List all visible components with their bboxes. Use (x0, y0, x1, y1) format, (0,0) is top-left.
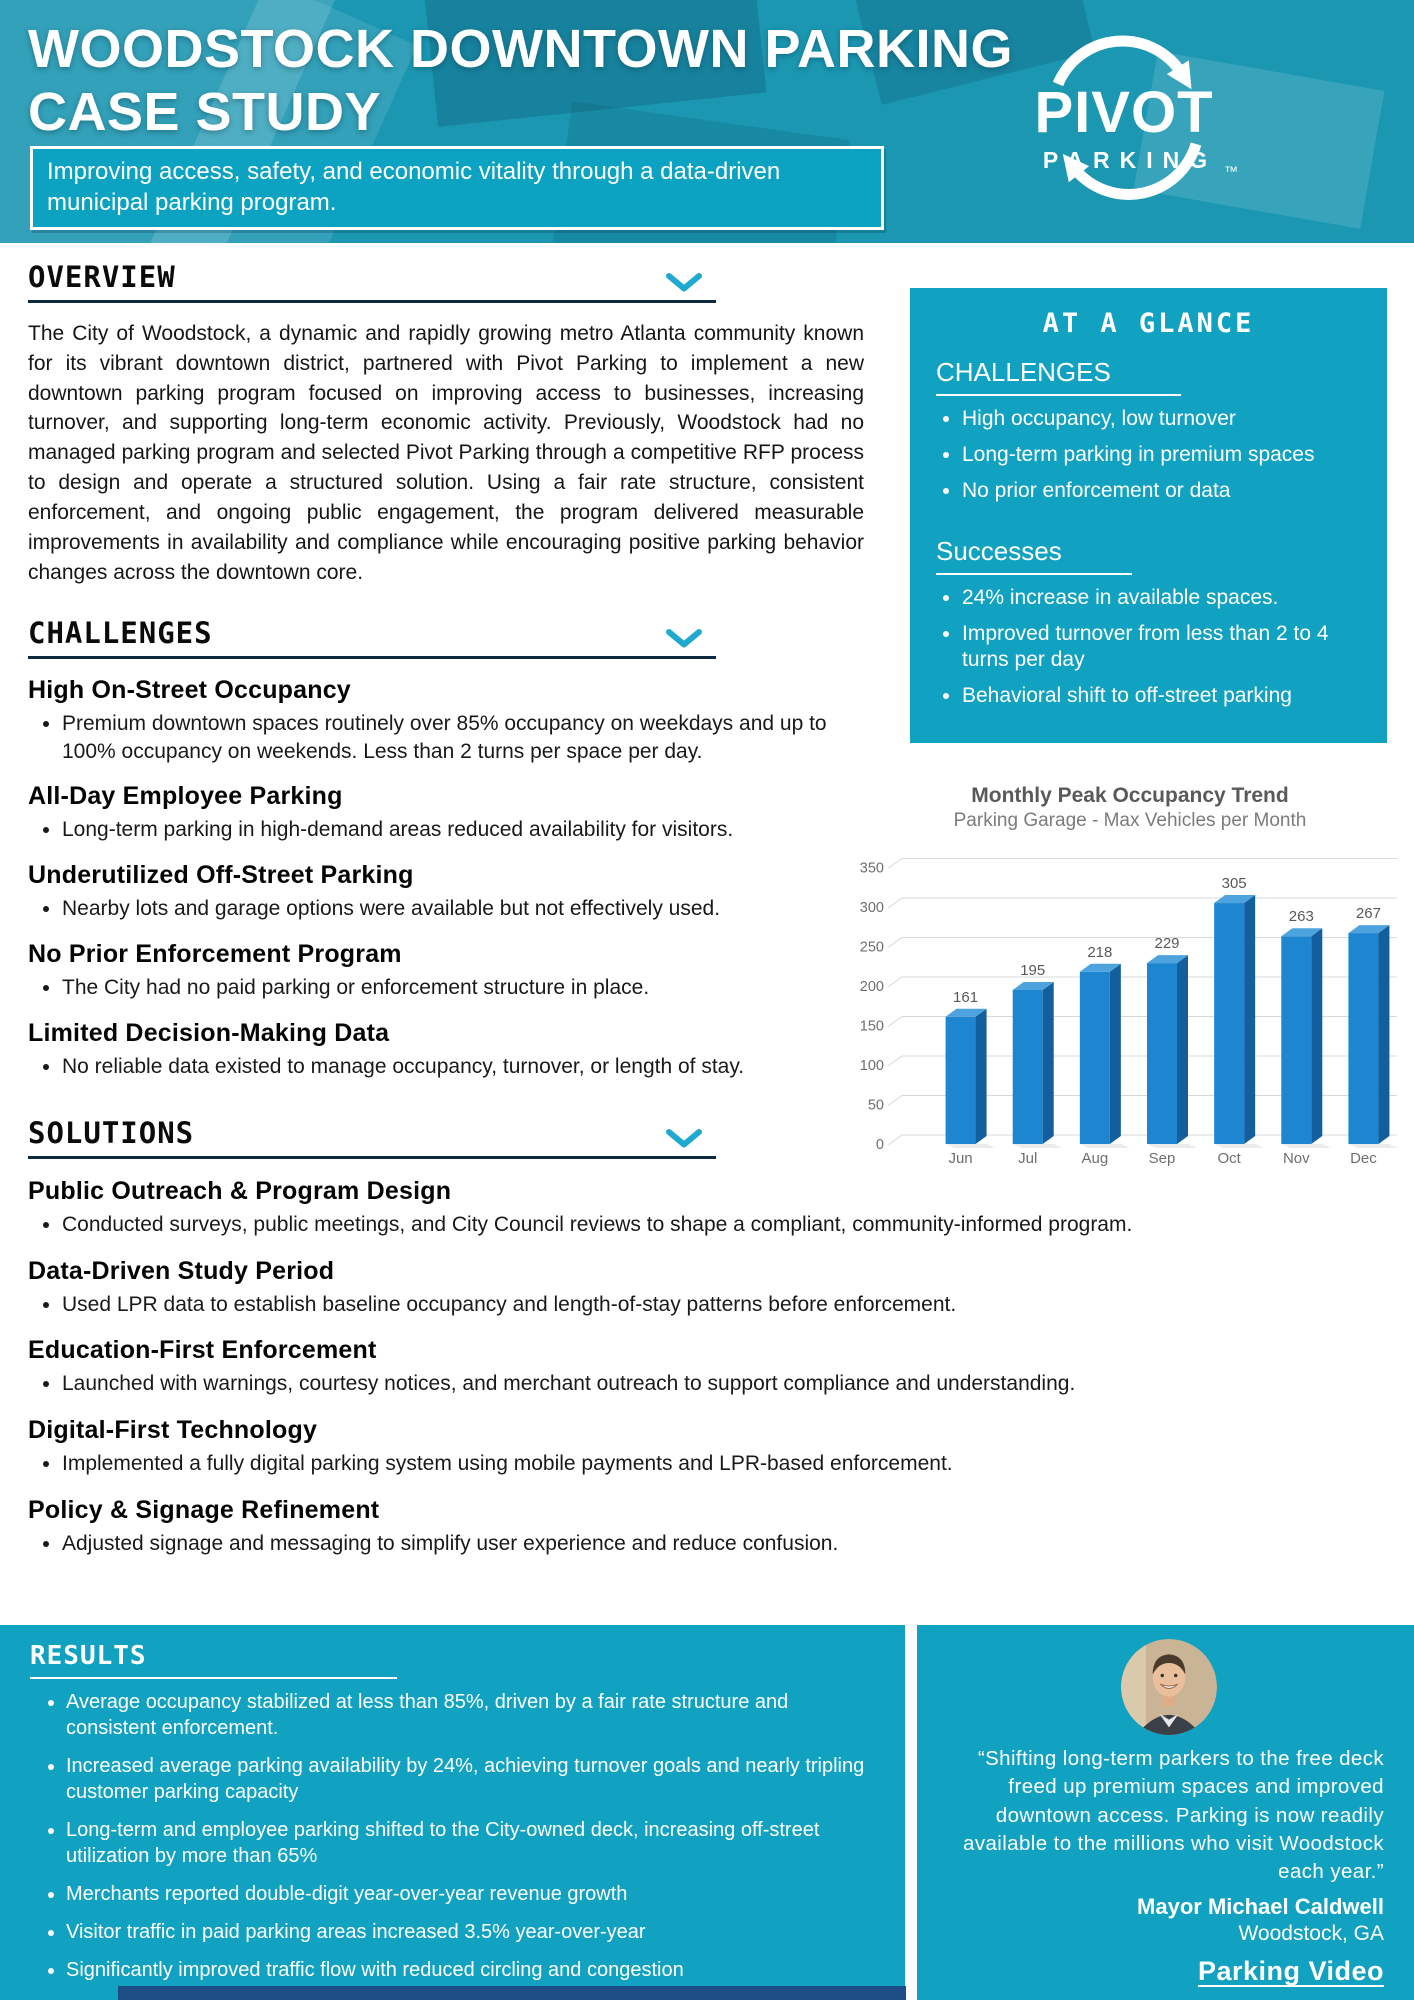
svg-text:250: 250 (859, 939, 884, 956)
results-heading-row (30, 1641, 397, 1679)
results-band (0, 1625, 1414, 2000)
challenge-title: Limited Decision-Making Data (28, 1018, 390, 1047)
page-title (28, 18, 1013, 143)
list-item: • Significantly improved traffic flow with reduced circling and congestion (66, 1957, 865, 1983)
testimonial-quote: “Shifting long-term parkers to the free deck freed up premium spaces and improved downtown access. Parking is now readily available to the millions who visit Woodstock each year.” (963, 1747, 1384, 1884)
chart-subtitle: Parking Garage - Max Vehicles per Month (953, 810, 1307, 831)
list-item: • 24% increase in available spaces. (962, 585, 1361, 612)
solution-item (28, 1177, 1398, 1239)
challenge-item (28, 940, 868, 1002)
solution-item (28, 1416, 1398, 1478)
header-banner (0, 0, 1414, 243)
challenge-bullet: • Long-term parking in high-demand areas reduced availability for visitors. (62, 816, 868, 844)
svg-text:Nov: Nov (1282, 1150, 1310, 1167)
list-item: • Average occupancy stabilized at less than 85%, driven by a fair rate structure and consistent enforcement. (66, 1689, 865, 1741)
svg-text:100: 100 (859, 1058, 884, 1074)
solution-item (28, 1257, 1398, 1319)
solutions-section (28, 1116, 1398, 1561)
list-item: • Long-term parking in premium spaces (962, 442, 1361, 469)
solutions-heading: SOLUTIONS (28, 1116, 195, 1150)
challenge-bullet: • Nearby lots and garage options were available but not effectively used. (62, 895, 868, 923)
solution-bullet: • Launched with warnings, courtesy notices, and merchant outreach to support compliance and understanding. (62, 1370, 1398, 1398)
solution-title: Digital-First Technology (28, 1416, 318, 1445)
footer-strip (118, 1986, 906, 2000)
parking-video-link[interactable]: Parking Video (1197, 1956, 1384, 1987)
challenge-item (28, 782, 868, 844)
solution-bullet: • Used LPR data to establish baseline occupancy and length-of-stay patterns before enforcement. (62, 1291, 1398, 1319)
svg-text:Sep: Sep (1148, 1150, 1176, 1167)
challenge-title: High On-Street Occupancy (28, 676, 351, 704)
solution-title: Public Outreach & Program Design (28, 1177, 452, 1205)
challenge-bullet: • Premium downtown spaces routinely over 85% occupancy on weekdays and up to 100% occupancy on weekends. Less than 2 turns per space per day. (62, 710, 868, 765)
svg-text:267: 267 (1355, 905, 1381, 923)
challenge-bullet: • The City had no paid parking or enforcement structure in place. (62, 974, 868, 1002)
solution-title: Policy & Signage Refinement (28, 1495, 380, 1524)
pivot-parking-logo (996, 16, 1260, 216)
solution-item (28, 1496, 1398, 1558)
svg-text:Aug: Aug (1081, 1150, 1109, 1167)
avatar (1121, 1639, 1217, 1735)
svg-text:263: 263 (1288, 908, 1314, 926)
trademark-symbol: ™ (1224, 163, 1238, 179)
list-item: • Long-term and employee parking shifted to the City-owned deck, increasing off-street utilization by more than 65% (66, 1817, 865, 1869)
list-item: • Increased average parking availability by 24%, achieving turnover goals and nearly tripling customer parking capacity (66, 1753, 865, 1805)
challenge-title: Underutilized Off-Street Parking (28, 861, 414, 890)
testimonial-location: Woodstock, GA (1238, 1922, 1384, 1946)
overview-section (28, 260, 864, 587)
page-title-line1: WOODSTOCK DOWNTOWN PARKING (28, 19, 1013, 79)
testimonial-author: Mayor Michael Caldwell (1137, 1894, 1384, 1920)
page-title-line2: CASE STUDY (28, 81, 382, 142)
solution-bullet: • Conducted surveys, public meetings, and City Council reviews to shape a compliant, community-informed program. (62, 1211, 1398, 1239)
challenge-item (28, 676, 868, 765)
svg-text:195: 195 (1020, 961, 1046, 979)
spacer (936, 514, 1361, 530)
challenge-title: No Prior Enforcement Program (28, 939, 402, 968)
chart-title: Monthly Peak Occupancy Trend (971, 784, 1289, 807)
list-item: • Behavioral shift to off-street parking (962, 683, 1361, 710)
list-item: • Visitor traffic in paid parking areas increased 3.5% year-over-year (66, 1919, 865, 1945)
svg-text:50: 50 (867, 1097, 884, 1114)
challenges-heading: CHALLENGES (28, 616, 213, 650)
challenge-item (28, 1019, 868, 1081)
logo-brand-text: PIVOT (1034, 80, 1214, 145)
challenge-item (28, 861, 868, 923)
glance-challenges-label: CHALLENGES (936, 357, 1181, 396)
challenge-title: All-Day Employee Parking (28, 782, 343, 811)
page-subtitle: Improving access, safety, and economic vitality through a data-driven municipal parking program. (30, 146, 884, 230)
overview-heading: OVERVIEW (28, 260, 176, 294)
svg-text:229: 229 (1154, 935, 1180, 953)
results-heading: RESULTS (30, 1641, 147, 1671)
testimonial-panel (917, 1625, 1414, 2000)
solution-title: Data-Driven Study Period (28, 1256, 335, 1285)
list-item: • High occupancy, low turnover (962, 406, 1361, 433)
svg-text:300: 300 (859, 900, 884, 916)
occupancy-chart (852, 780, 1408, 1172)
svg-text:Oct: Oct (1217, 1150, 1241, 1167)
logo-brand-subtext: PARKING (1042, 147, 1218, 173)
svg-text:218: 218 (1087, 943, 1113, 961)
svg-text:161: 161 (953, 988, 979, 1006)
results-panel (0, 1625, 905, 2000)
solution-bullet: • Implemented a fully digital parking system using mobile payments and LPR-based enforcement. (62, 1450, 1398, 1478)
glance-successes-label: Successes (936, 536, 1132, 575)
svg-text:Jun: Jun (948, 1150, 973, 1167)
svg-text:200: 200 (859, 979, 884, 995)
overview-heading-row (28, 260, 716, 303)
svg-text:0: 0 (875, 1137, 884, 1153)
chevron-down-icon[interactable] (666, 273, 702, 292)
glance-successes-list (936, 585, 1361, 711)
list-item: • Improved turnover from less than 2 to 4 turns per day (962, 621, 1361, 675)
overview-body: The City of Woodstock, a dynamic and rapidly growing metro Atlanta community known for its vibrant downtown district, partnered with Pivot Parking to implement a new downtown parking program focused on improving access to businesses, increasing turnover, and supporting long-term economic activity. Previously, Woodstock had no managed parking program and selected Pivot Parking through a competitive RFP process to design and operate a structured solution. Using a fair rate structure, consistent enforcement, and ongoing public engagement, the program delivered measurable improvements in availability and compliance while encouraging positive parking behavior changes across the downtown core. (28, 322, 864, 584)
solution-item (28, 1336, 1398, 1398)
at-a-glance-panel (910, 288, 1387, 743)
svg-text:305: 305 (1221, 875, 1247, 893)
svg-text:150: 150 (859, 1018, 884, 1035)
chevron-down-icon[interactable] (666, 629, 702, 648)
results-list (30, 1689, 865, 1983)
solution-bullet: • Adjusted signage and messaging to simplify user experience and reduce confusion. (62, 1530, 1398, 1558)
svg-text:350: 350 (859, 860, 884, 877)
list-item: • No prior enforcement or data (962, 478, 1361, 505)
challenges-section (28, 616, 868, 1083)
solutions-heading-row (28, 1116, 716, 1159)
glance-challenges-list (936, 406, 1361, 505)
challenges-heading-row (28, 616, 716, 659)
at-a-glance-title: AT A GLANCE (1042, 308, 1255, 339)
challenge-bullet: • No reliable data existed to manage occupancy, turnover, or length of stay. (62, 1053, 868, 1081)
svg-text:Dec: Dec (1350, 1150, 1377, 1167)
solution-title: Education-First Enforcement (28, 1336, 377, 1365)
svg-text:Jul: Jul (1018, 1150, 1038, 1167)
chevron-down-icon[interactable] (666, 1129, 702, 1148)
list-item: • Merchants reported double-digit year-over-year revenue growth (66, 1881, 865, 1907)
